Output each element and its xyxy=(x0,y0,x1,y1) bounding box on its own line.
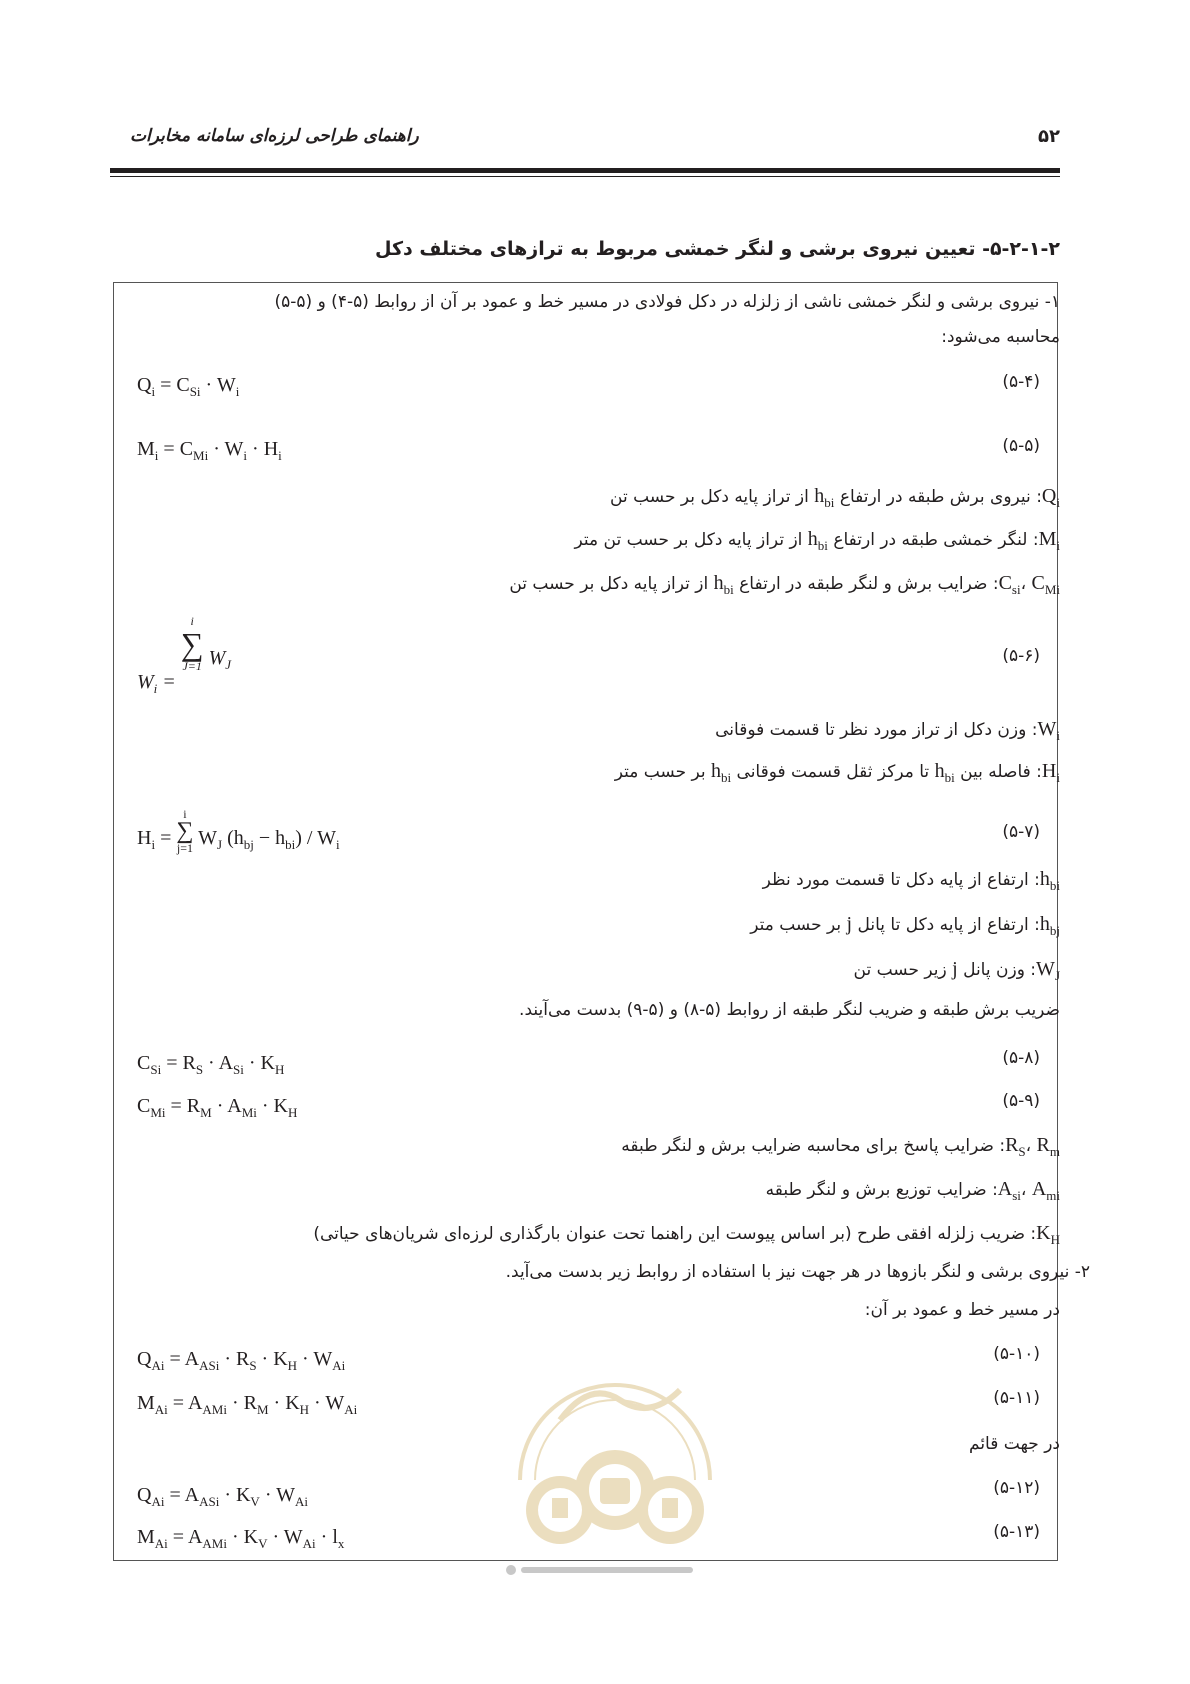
watermark-seal-icon xyxy=(490,1330,740,1560)
equation-arm-shear-horizontal: $Q_{Ai} = A_{ASi} \cdot R_S \cdot K_H \cdot W_{Ai}$ xyxy=(137,1348,346,1373)
section-heading: ۵-۲-۱-۲- تعیین نیروی برشی و لنگر خمشی مربوط به ترازهای مختلف دکل xyxy=(374,238,1060,260)
paragraph-vertical: در جهت قائم xyxy=(969,1434,1060,1454)
page-number: ۵۲ xyxy=(1038,126,1060,147)
definition-R: $R_S،$ $R_m$: ضرایب پاسخ برای محاسبه ضرایب برش و لنگر طبقه xyxy=(621,1134,1060,1159)
header-rule-thick xyxy=(110,168,1060,173)
paragraph-intro-line1: ۱- نیروی برشی و لنگر خمشی ناشی از زلزله در دکل فولادی در مسیر خط و عمود بر آن از روابط (۵-۴) و (۵-۵) xyxy=(274,292,1060,312)
equation-number: (۵-۶) xyxy=(1002,646,1040,666)
definition-M: $M_i$: لنگر خمشی طبقه در ارتفاع $h_{bi}$ از تراز پایه دکل بر حسب تن متر xyxy=(574,528,1060,553)
paragraph-coefficients: ضریب برش طبقه و ضریب لنگر طبقه از روابط (۵-۸) و (۵-۹) بدست می‌آیند. xyxy=(519,1000,1060,1020)
equation-number: (۵-۱۰) xyxy=(993,1344,1040,1364)
definition-WJ: $W_J$: وزن پانل j زیر حسب تن xyxy=(853,958,1060,983)
running-title: راهنمای طراحی لرزه‌ای سامانه مخابرات xyxy=(130,126,419,146)
equation-number: (۵-۱۲) xyxy=(993,1478,1040,1498)
definition-H: $H_i$: فاصله بین $h_{bi}$ تا مرکز ثقل قسمت فوقانی $h_{bi}$ بر حسب متر xyxy=(614,760,1060,785)
definition-K: $K_H$: ضریب زلزله افقی طرح (بر اساس پیوست این راهنما تحت عنوان بارگذاری لرزه‌ای شریان‌های حیاتی) xyxy=(313,1222,1060,1247)
running-head xyxy=(110,126,1060,166)
definition-Q: $Q_i$: نیروی برش طبقه در ارتفاع $h_{bi}$ از تراز پایه دکل بر حسب تن xyxy=(610,485,1060,510)
equation-number: (۵-۹) xyxy=(1002,1091,1040,1111)
definition-hbj: $h_{bj}$: ارتفاع از پایه دکل تا پانل j بر حسب متر xyxy=(750,913,1060,938)
paragraph-arms-line2: در مسیر خط و عمود بر آن: xyxy=(864,1300,1060,1320)
paragraph-arms-line1: ۲- نیروی برشی و لنگر بازوها در هر جهت نیز با استفاده از روابط زیر بدست می‌آید. xyxy=(505,1262,1090,1282)
equation-height-arm: $H_i$ = i ∑ j=1 $W_J$ $(h_{bj} - h_{bi}) / W_i$ xyxy=(137,807,340,855)
equation-number: (۵-۷) xyxy=(1002,822,1040,842)
equation-arm-shear-vertical: $Q_{Ai} = A_{ASi} \cdot K_V \cdot W_{Ai}$ xyxy=(137,1484,308,1509)
equation-shear-force: $Q_i = C_{Si} \cdot W_i$ xyxy=(137,374,240,399)
definition-A: $A_{si}،$ $A_{mi}$: ضرایب توزیع برش و لنگر طبقه xyxy=(765,1178,1060,1203)
paragraph-intro-line2: محاسبه می‌شود: xyxy=(941,327,1060,347)
equation-arm-moment-horizontal: $M_{Ai} = A_{AMi} \cdot R_M \cdot K_H \cdot W_{Ai}$ xyxy=(137,1392,358,1417)
equation-moment-coefficient: $C_{Mi} = R_M \cdot A_{Mi} \cdot K_H$ xyxy=(137,1095,298,1120)
definition-hbi: $h_{bi}$: ارتفاع از پایه دکل تا قسمت مورد نظر xyxy=(762,868,1060,893)
equation-arm-moment-vertical: $M_{Ai} = A_{AMi} \cdot K_V \cdot W_{Ai} \cdot l_x$ xyxy=(137,1526,345,1551)
equation-number: (۵-۸) xyxy=(1002,1048,1040,1068)
equation-number: (۵-۴) xyxy=(1002,372,1040,392)
equation-shear-coefficient: $C_{Si} = R_S \cdot A_{Si} \cdot K_H$ xyxy=(137,1052,285,1077)
header-rule-thin xyxy=(110,176,1060,177)
equation-bending-moment: $M_i = C_{Mi} \cdot W_i \cdot H_i$ xyxy=(137,438,282,463)
definition-C: $C_{si}،$ $C_{Mi}$: ضرایب برش و لنگر طبقه در ارتفاع $h_{bi}$ از تراز پایه دکل بر حسب تن xyxy=(509,572,1060,597)
equation-number: (۵-۱۳) xyxy=(993,1522,1040,1542)
equation-weight-sum: $W_i$ = i ∑ J=1 $W_J$ xyxy=(137,614,232,696)
equation-number: (۵-۱۱) xyxy=(993,1388,1040,1408)
equation-number: (۵-۵) xyxy=(1002,436,1040,456)
definition-W: $W_i$: وزن دکل از تراز مورد نظر تا قسمت فوقانی xyxy=(715,718,1060,743)
watermark-url-mark xyxy=(505,1562,705,1578)
